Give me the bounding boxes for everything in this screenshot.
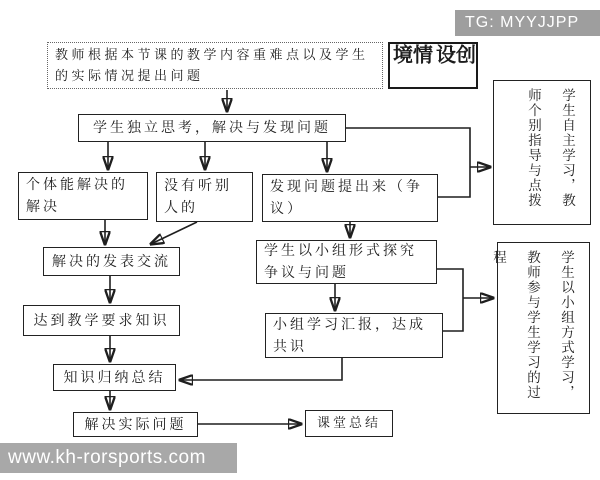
- node-class-summary: [305, 410, 393, 437]
- node-individual-solve-label: 个体能解决的解决: [26, 177, 128, 215]
- watermark-banner: [0, 443, 237, 473]
- node-raise-problems-label: 发现问题提出来（争议）: [270, 179, 423, 217]
- node-group-report-label: 小组学习汇报，达成共识: [273, 316, 426, 355]
- node-achieve-knowledge: [23, 305, 180, 336]
- node-solve-practical-label: 解决实际问题: [84, 416, 187, 433]
- node-teacher-problem: [47, 42, 383, 89]
- node-listen-others-label: 没有听别人的: [164, 178, 232, 216]
- watermark-label: www.kh-rorsports.com: [8, 447, 206, 468]
- node-knowledge-summary: [53, 364, 176, 391]
- node-group-explore: [256, 240, 437, 284]
- node-create-situation-col-left: 情境: [389, 44, 434, 66]
- node-self-study-guidance-label: 学生自主学习，教师个别指导与点拨: [525, 88, 575, 208]
- node-knowledge-summary-label: 知识归纳总结: [63, 369, 166, 386]
- tg-badge: [455, 10, 600, 36]
- node-teacher-problem-label: 教师根据本节课的教学内容重难点以及学生的实际情况提出问题: [55, 47, 369, 84]
- node-achieve-knowledge-label: 达到教学要求知识: [33, 312, 170, 329]
- node-share-exchange-label: 解决的发表交流: [52, 253, 171, 270]
- node-group-report: [265, 313, 443, 358]
- node-create-situation-col-right: 创设: [432, 44, 477, 66]
- node-create-situation: [388, 42, 478, 89]
- node-share-exchange: [43, 247, 180, 276]
- node-group-learning-process-label: 学生以小组方式学习，教师参与学生学习的过程: [490, 250, 574, 400]
- node-group-learning-process: [490, 242, 590, 414]
- node-individual-solve: [18, 172, 148, 220]
- node-independent-thinking-label: 学生独立思考，解决与发现问题: [93, 120, 331, 136]
- tg-badge-label: TG: MYYJJPP: [465, 14, 580, 31]
- node-independent-thinking: [78, 114, 346, 142]
- arrow-listen-share: [151, 222, 197, 244]
- arrow-report-summary: [180, 358, 342, 380]
- node-group-explore-label: 学生以小组形式探究争议与问题: [264, 243, 417, 281]
- node-raise-problems: [262, 174, 438, 222]
- node-solve-practical: [73, 412, 198, 437]
- node-listen-others: [156, 172, 253, 222]
- node-self-study-guidance: [493, 80, 591, 225]
- node-class-summary-label: 课堂总结: [316, 415, 381, 431]
